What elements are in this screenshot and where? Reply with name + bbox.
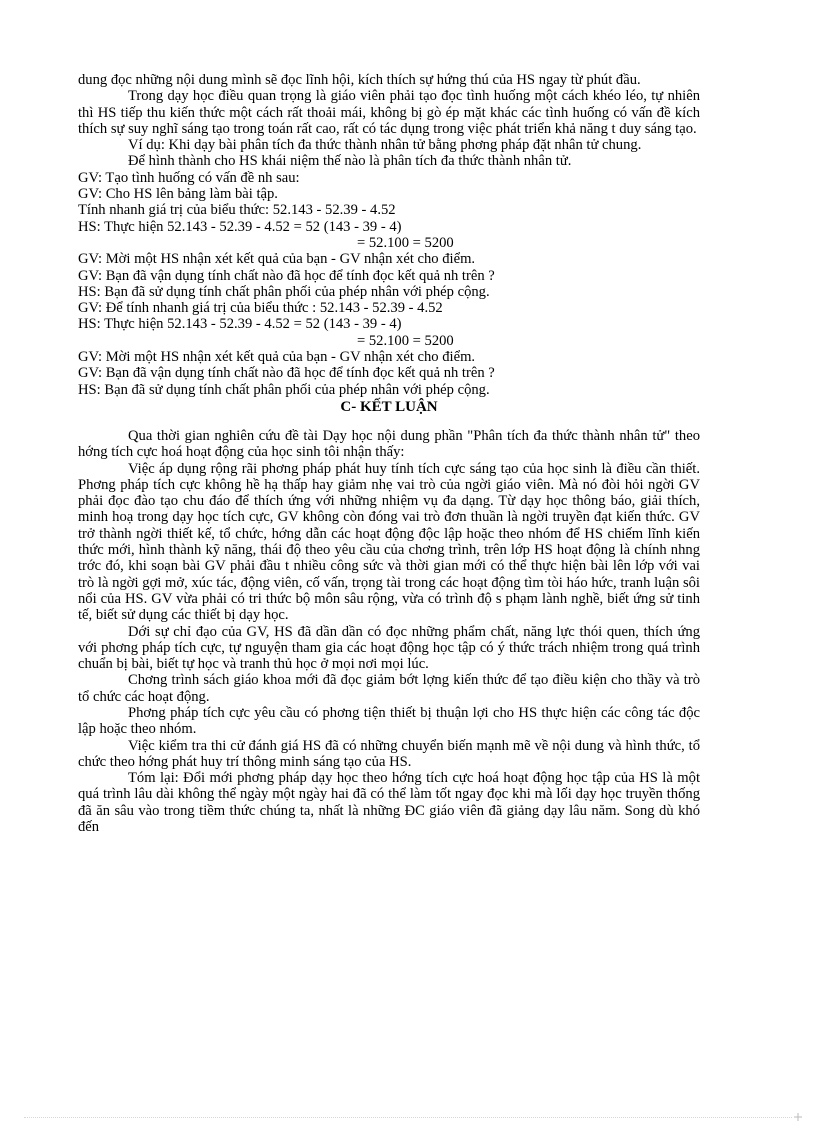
page-corner-marker	[794, 1113, 802, 1121]
dialogue-line: HS: Thực hiện 52.143 - 52.39 - 4.52 = 52 (143 - 39 - 4)	[78, 218, 402, 235]
paragraph-example: Ví dụ: Khi dạy bài phân tích đa thức thành nhân tử bằng phơng pháp đặt nhân tử chung.	[128, 137, 642, 154]
paragraph-conclusion: Qua thời gian nghiên cứu đề tài Dạy học nội dung phần "Phân tích đa thức thành nhân tử" theo hớng tích cực hoá hoạt động của học sinh tôi nhận thấy:	[78, 427, 700, 461]
dialogue-line: HS: Bạn đã sử dụng tính chất phân phối của phép nhân với phép cộng.	[78, 283, 490, 300]
page-bottom-divider	[24, 1117, 792, 1118]
dialogue-line: HS: Thực hiện 52.143 - 52.39 - 4.52 = 52 (143 - 39 - 4)	[78, 316, 402, 333]
calculation-result: = 52.100 = 5200	[357, 332, 454, 349]
document-page	[78, 72, 700, 835]
dialogue-line: GV: Bạn đã vận dụng tính chất nào đã học để tính đọc kết quả nh trên ?	[78, 365, 495, 382]
section-heading: C- KẾT LUẬN	[340, 398, 438, 415]
dialogue-line: GV: Bạn đã vận dụng tính chất nào đã học để tính đọc kết quả nh trên ?	[78, 267, 495, 284]
paragraph-conclusion: Tóm lại: Đổi mới phơng pháp dạy học theo hớng tích cực hoá hoạt động học tập của HS là một quá trình lâu dài không thể ngày một ngày hai đã có thể làm tốt ngay đọc khi mà lối dạy học truyền thống đã ăn sâu vào trong tiềm thức chúng ta, nhất là những ĐC giáo viên đã giảng dạy lâu năm. Song dù khó đến	[78, 770, 700, 836]
dialogue-line: GV: Để tính nhanh giá trị của biểu thức : 52.143 - 52.39 - 4.52	[78, 300, 443, 317]
paragraph-conclusion: Chơng trình sách giáo khoa mới đã đọc giảm bớt lợng kiến thức để tạo điều kiện cho thầy và trò tổ chức các hoạt động.	[78, 672, 700, 705]
dialogue-block	[78, 170, 700, 398]
paragraph-situation: Trong dạy học điều quan trọng là giáo viên phải tạo đọc tình huống một cách khéo léo, tự nhiên thì HS tiếp thu kiến thức một cách rất thoải mái, không bị gò ép mặt khác các tình huống có vấn đề kích thích sự suy nghĩ sáng tạo trong toán rất cao, rất có tác dụng trong việc phát triển khả năng t duy sáng tạo.	[78, 88, 700, 137]
dialogue-line: Tính nhanh giá trị của biểu thức: 52.143 - 52.39 - 4.52	[78, 202, 396, 219]
dialogue-line: GV: Tạo tình huống có vấn đề nh sau:	[78, 169, 300, 186]
dialogue-line: GV: Mời một HS nhận xét kết quả của bạn - GV nhận xét cho điểm.	[78, 251, 476, 268]
paragraph-conclusion: Dới sự chỉ đạo của GV, HS đã dần dần có đọc những phẩm chất, năng lực thói quen, thích ứng với phơng pháp tích cực, tự nguyện tham gia các hoạt động học tập có ý thức trách nhiệm trong quá trình chuẩn bị bài, biết tự học và tranh thủ học ở mọi nơi mọi lúc.	[78, 623, 700, 673]
paragraph-conclusion: Việc kiểm tra thi cử đánh giá HS đã có những chuyển biến mạnh mẽ về nội dung và hình thức, tổ chức theo hớng phát huy trí thông minh sáng tạo của HS.	[78, 737, 700, 770]
paragraph-conclusion: Phơng pháp tích cực yêu cầu có phơng tiện thiết bị thuận lợi cho HS thực hiện các công tác độc lập hoặc theo nhóm.	[78, 704, 700, 738]
dialogue-line: GV: Mời một HS nhận xét kết quả của bạn - GV nhận xét cho điểm.	[78, 349, 476, 366]
paragraph-conclusion: Việc áp dụng rộng rãi phơng pháp phát huy tính tích cực sáng tạo của học sinh là điều cần thiết. Phơng pháp tích cực không hề hạ thấp hay giảm nhẹ vai trò của ngời giáo viên. Mà nó đòi hỏi ngời GV phải đọc đào tạo chu đáo để thích ứng với những nhiệm vụ đa dạng. Từ dạy học thông báo, giải thích, minh hoạ trong dạy học tích cực, GV không còn đóng vai trò đơn thuần là ngời truyền đạt kiến thức. GV trở thành ngời thiết kế, tổ chức, hớng dẫn các hoạt động độc lập hoặc theo nhóm để HS chiếm lĩnh kiến thức mới, hình thành kỹ năng, thái độ theo yêu cầu của chơng trình, trên lớp HS hoạt động là chính nhng trớc đó, khi soạn bài GV phải đầu t nhiều công sức và thời gian mới có thể thực hiện bài lên lớp với vai trò là ngời gợi mở, xúc tác, động viên, cố vấn, trọng tài trong các hoạt động tìm tòi háo hức, tranh luận sôi nổi của HS. GV vừa phải có tri thức bộ môn sâu rộng, vừa có trình độ s phạm lành nghề, biết ứng sử tinh tế, biết sử dụng các thiết bị dạy học.	[78, 460, 700, 624]
paragraph-intro: dung đọc những nội dung mình sẽ đọc lĩnh hội, kích thích sự hứng thú của HS ngay từ phút đầu.	[78, 72, 641, 88]
dialogue-line: HS: Bạn đã sử dụng tính chất phân phối của phép nhân với phép cộng.	[78, 381, 490, 398]
calculation-result: = 52.100 = 5200	[357, 234, 454, 251]
paragraph-concept: Để hình thành cho HS khái niệm thế nào là phân tích đa thức thành nhân tử.	[128, 153, 572, 170]
dialogue-line: GV: Cho HS lên bảng làm bài tập.	[78, 186, 278, 203]
